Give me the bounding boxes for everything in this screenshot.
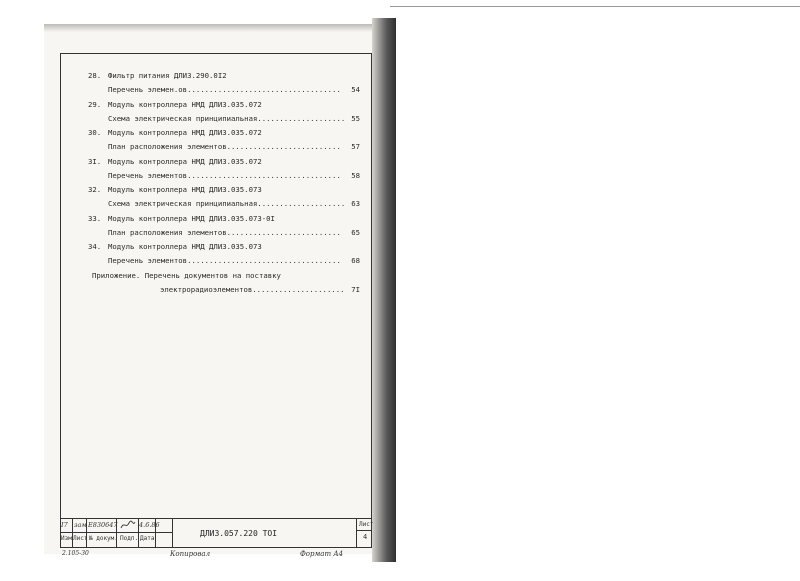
toc-entry-title-text: Модуль контроллера НМД ДЛИЗ.035.073 — [108, 242, 262, 251]
toc-appendix-sub-text: электрорадиоэлементов — [160, 284, 253, 294]
toc-entry-sub-text: План расположения элементов — [108, 142, 227, 151]
toc-entry-number: 28. — [88, 71, 102, 80]
stamp-label-doc: № докум. — [89, 535, 118, 542]
copied-by-label: Копировал — [170, 550, 211, 558]
stamp-label-izm: Изм — [61, 535, 72, 542]
toc-entry-subtitle — [108, 113, 360, 125]
toc-entry-title-text: Модуль контроллера НМД ДЛИЗ.035.072 — [108, 99, 262, 109]
toc-entry-subtitle — [108, 255, 360, 267]
title-block — [60, 518, 372, 548]
toc-entry-title — [88, 156, 360, 168]
toc-entry-title — [88, 99, 360, 111]
toc-leader-dots: ..................... — [252, 284, 345, 294]
toc-entry-subtitle — [108, 227, 360, 239]
toc-entry-sub-text: Перечень элементов — [108, 170, 188, 180]
toc-entry-title-text: Фильтр питания ДЛИЗ.290.0I2 — [108, 71, 227, 80]
toc-entry-page: 63 — [351, 199, 360, 208]
toc-appendix-page: 7I — [351, 284, 360, 294]
toc-appendix-subtitle — [160, 284, 360, 296]
stamp-doc-num: Е830647 — [88, 521, 118, 529]
toc-entry-title-text: Модуль контроллера НМД ДЛИЗ.035.073 — [108, 185, 262, 194]
sheet-label: Лист — [359, 521, 374, 528]
toc-entry-title — [88, 127, 360, 139]
document-code: ДЛИЗ.057.220 ТОI — [200, 529, 278, 538]
toc-entry-title-text: Модуль контроллера НМД ДЛИЗ.035.072 — [108, 128, 262, 137]
inventory-number: 2.105-30 — [62, 550, 89, 557]
toc-entry-page: 65 — [351, 227, 360, 237]
toc-entry-number: 32. — [88, 185, 102, 194]
page-binding-shadow — [372, 18, 396, 562]
stamp-date: 4.6.86 — [139, 521, 160, 529]
toc-entry-sub-text: Перечень элемен.ов — [108, 85, 188, 94]
toc-entry-number: 3I. — [88, 156, 102, 166]
toc-leader-dots: ................................... — [187, 256, 341, 265]
scan-edge-line — [390, 6, 800, 7]
toc-entry-sub-text: Схема электрическая принципиальная — [108, 113, 258, 123]
toc-entry-page: 57 — [351, 142, 360, 151]
format-label: Формат А4 — [300, 550, 344, 558]
toc-leader-dots: .................... — [257, 113, 346, 123]
toc-entry-page: 54 — [351, 85, 360, 94]
toc-entry-page: 58 — [351, 170, 360, 180]
stamp-signature — [120, 520, 136, 532]
toc-entry-sub-text: План расположения элементов — [108, 227, 227, 237]
stamp-label-sign: Подп. — [120, 535, 139, 542]
toc-entry-title — [88, 184, 360, 196]
toc-leader-dots: .................... — [257, 199, 346, 208]
toc-appendix-title — [92, 270, 364, 282]
toc-entry-number: 30. — [88, 128, 102, 137]
toc-leader-dots: ................................... — [187, 85, 341, 94]
toc-entry-number: 34. — [88, 242, 102, 251]
toc-entry-page: 68 — [351, 256, 360, 265]
stamp-change-type: зам — [74, 521, 87, 529]
toc-entry-subtitle — [108, 84, 360, 96]
toc-leader-dots: .......................... — [226, 227, 341, 237]
toc-entry-sub-text: Перечень элементов — [108, 256, 188, 265]
toc-entry-number: 33. — [88, 213, 102, 223]
sheet-number: 4 — [363, 533, 368, 541]
toc-leader-dots: ................................... — [187, 170, 341, 180]
page-shadow-top — [44, 24, 382, 32]
toc-entry-title-text: Модуль контроллера НМД ДЛИЗ.035.073-0I — [108, 213, 275, 223]
toc-entry-page: 55 — [351, 113, 360, 123]
stamp-label-date: Дата — [140, 535, 155, 542]
toc-entry-title — [88, 213, 360, 225]
toc-entry-subtitle — [108, 170, 360, 182]
toc-entry-subtitle — [108, 141, 360, 153]
toc-appendix-text: Приложение. Перечень документов на поставку — [92, 270, 281, 280]
stamp-change-num: I7 — [61, 521, 68, 529]
toc-entry-title — [88, 70, 360, 82]
toc-entry-sub-text: Схема электрическая принципиальная — [108, 199, 258, 208]
toc-entry-title — [88, 241, 360, 253]
toc-entry-title-text: Модуль контроллера НМД ДЛИЗ.035.072 — [108, 156, 262, 166]
toc-entry-number: 29. — [88, 99, 102, 109]
toc-leader-dots: .......................... — [226, 142, 341, 151]
stamp-label-list: Лист — [73, 535, 88, 542]
toc-entry-subtitle — [108, 198, 360, 210]
